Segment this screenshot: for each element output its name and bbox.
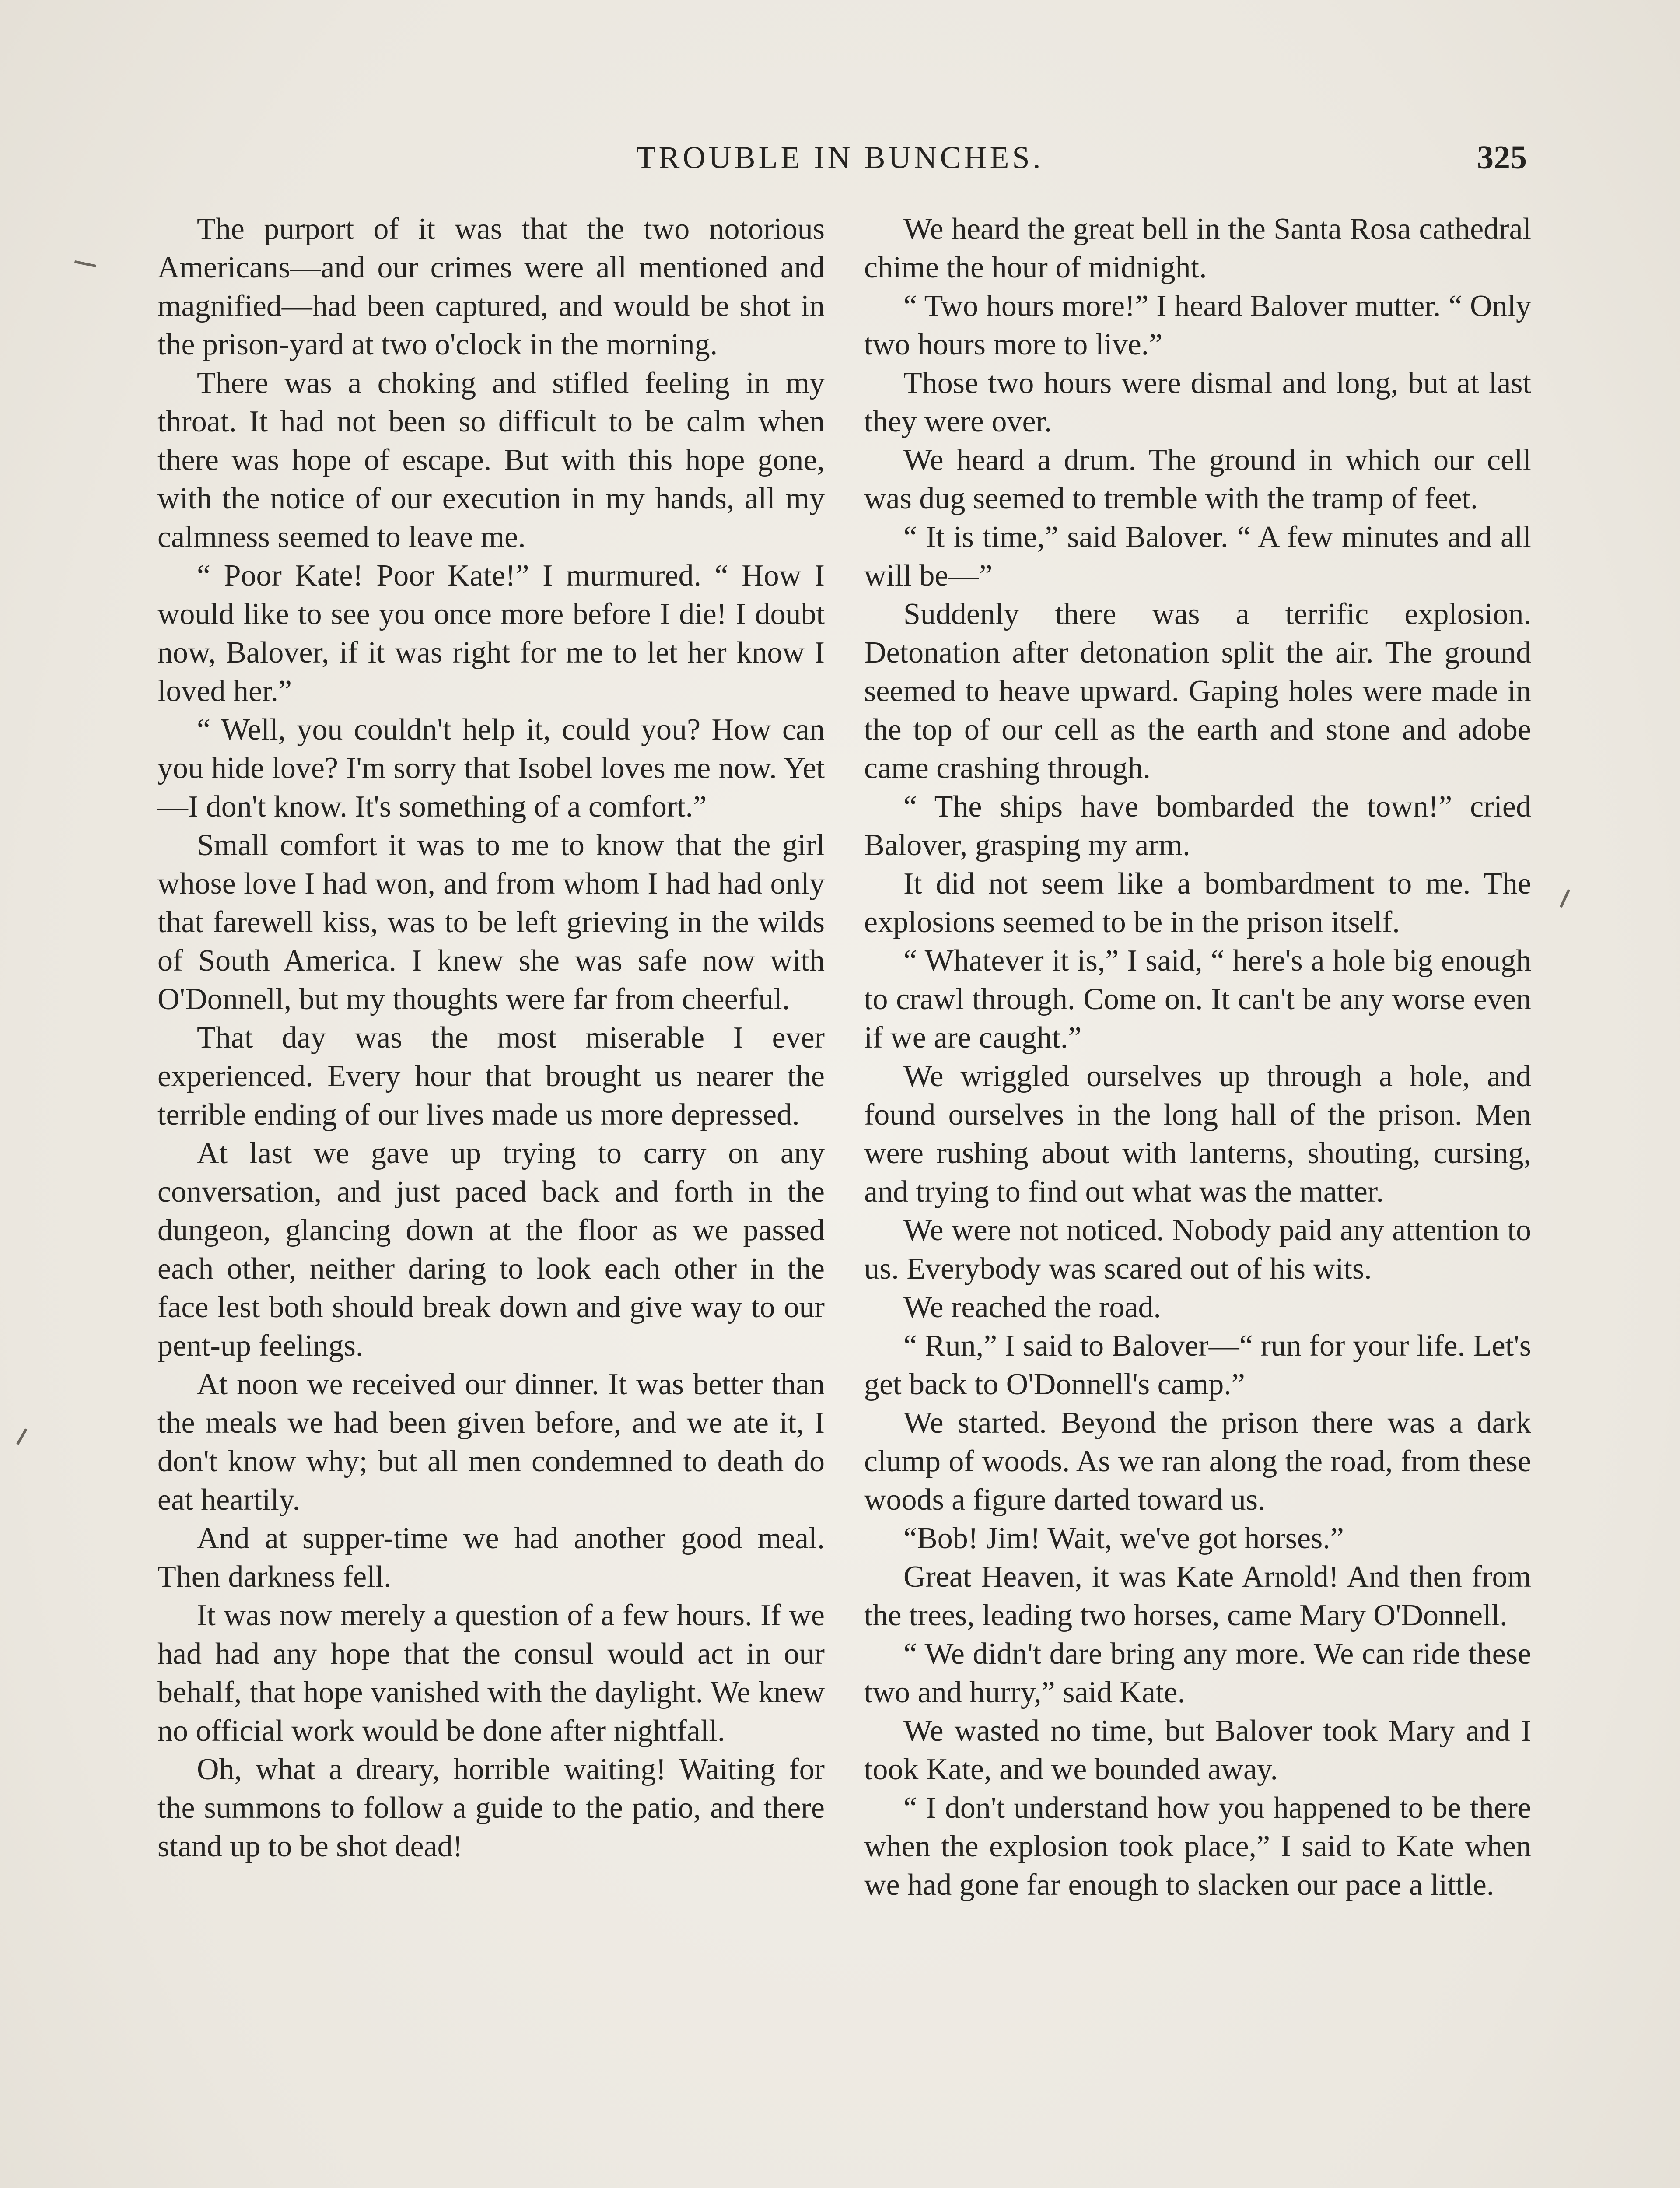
paragraph: Oh, what a dreary, horrible waiting! Waiting for the summons to follow a guide to the patio, and there stand up to be shot dead! (158, 1753, 825, 1863)
paragraph: It was now merely a question of a few hours. If we had had any hope that the consul would act in our behalf, that hope vanished with the daylight. We knew no official work would be done after nightfall. (158, 1599, 825, 1748)
paragraph: There was a choking and stifled feeling in my throat. It had not been so difficult to be calm when there was hope of escape. But with this hope gone, with the notice of our execution in my hands, all my calmness seemed to leave me. (158, 366, 825, 554)
paragraph: It did not seem like a bombardment to me. The explosions seemed to be in the prison itself. (864, 867, 1531, 939)
paragraph: “ Poor Kate! Poor Kate!” I murmured. “ How I would like to see you once more before I die! I doubt now, Balover, if it was right for me to let her know I loved her.” (158, 559, 825, 708)
page-header (153, 133, 1527, 182)
paragraph: “ It is time,” said Balover. “ A few minutes and all will be—” (864, 520, 1531, 593)
paragraph: “ Well, you couldn't help it, could you? How can you hide love? I'm sorry that Isobel loves me now. Yet—I don't know. It's something of a comfort.” (158, 713, 825, 824)
paragraph: At last we gave up trying to carry on any conversation, and just paced back and forth in the dungeon, glancing down at the floor as we passed each other, neither daring to look each other in the face lest both should break down and give way to our pent-up feelings. (158, 1136, 825, 1363)
paragraph: We heard the great bell in the Santa Rosa cathedral chime the hour of midnight. (864, 212, 1531, 284)
paragraph: And at supper-time we had another good meal. Then darkness fell. (158, 1522, 825, 1594)
paragraph: Suddenly there was a terrific explosion. Detonation after detonation split the air. The ground seemed to heave upward. Gaping holes were made in the top of our cell as the earth and stone and adobe came crashing through. (864, 597, 1531, 785)
paragraph: We started. Beyond the prison there was a dark clump of woods. As we ran along the road, from these woods a figure darted toward us. (864, 1406, 1531, 1517)
paragraph: We wriggled ourselves up through a hole, and found ourselves in the long hall of the prison. Men were rushing about with lanterns, shouting, cursing, and trying to find out what was the matter. (864, 1059, 1531, 1209)
paragraph: That day was the most miserable I ever experienced. Every hour that brought us nearer the terrible ending of our lives made us more depressed. (158, 1021, 825, 1132)
paragraph: “ We didn't dare bring any more. We can ride these two and hurry,” said Kate. (864, 1637, 1531, 1709)
paragraph: Those two hours were dismal and long, but at last they were over. (864, 366, 1531, 438)
paragraph: “Bob! Jim! Wait, we've got horses.” (903, 1522, 1344, 1555)
paragraph: The purport of it was that the two notorious Americans—and our crimes were all mentioned and magnified—had been captured, and would be shot in the prison-yard at two o'clock in the morning. (158, 212, 825, 361)
paragraph: “ I don't understand how you happened to be there when the explosion took place,” I said to Kate when we had gone far enough to slacken our pace a little. (864, 1791, 1531, 1902)
paragraph: Small comfort it was to me to know that the girl whose love I had won, and from whom I had had only that farewell kiss, was to be left grieving in the wilds of South America. I knew she was safe now with O'Donnell, but my thoughts were far from cheerful. (158, 828, 825, 1016)
page-number: 325 (1477, 139, 1527, 176)
right-column (864, 210, 1531, 1904)
margin-mark (16, 1428, 27, 1445)
left-column (158, 210, 825, 1866)
paragraph: At noon we received our dinner. It was better than the meals we had been given before, and we ate it, I don't know why; but all men condemned to death do eat heartily. (158, 1368, 825, 1517)
paragraph: “ The ships have bombarded the town!” cried Balover, grasping my arm. (864, 790, 1531, 862)
paragraph: We wasted no time, but Balover took Mary and I took Kate, and we bounded away. (864, 1714, 1531, 1786)
paragraph: “ Whatever it is,” I said, “ here's a hole big enough to crawl through. Come on. It can't be any worse even if we are caught.” (864, 944, 1531, 1055)
paragraph: We reached the road. (903, 1290, 1162, 1324)
paragraph: Great Heaven, it was Kate Arnold! And then from the trees, leading two horses, came Mary O'Donnell. (864, 1560, 1531, 1632)
paragraph: “ Two hours more!” I heard Balover mutter. “ Only two hours more to live.” (864, 289, 1531, 361)
paragraph: “ Run,” I said to Balover—“ run for your life. Let's get back to O'Donnell's camp.” (864, 1329, 1531, 1401)
margin-mark (74, 260, 96, 267)
paragraph: We heard a drum. The ground in which our cell was dug seemed to tremble with the tramp of feet. (864, 443, 1531, 515)
margin-mark (1560, 889, 1570, 908)
paragraph: We were not noticed. Nobody paid any attention to us. Everybody was scared out of his wits. (864, 1213, 1531, 1286)
running-title: TROUBLE IN BUNCHES. (636, 140, 1044, 175)
